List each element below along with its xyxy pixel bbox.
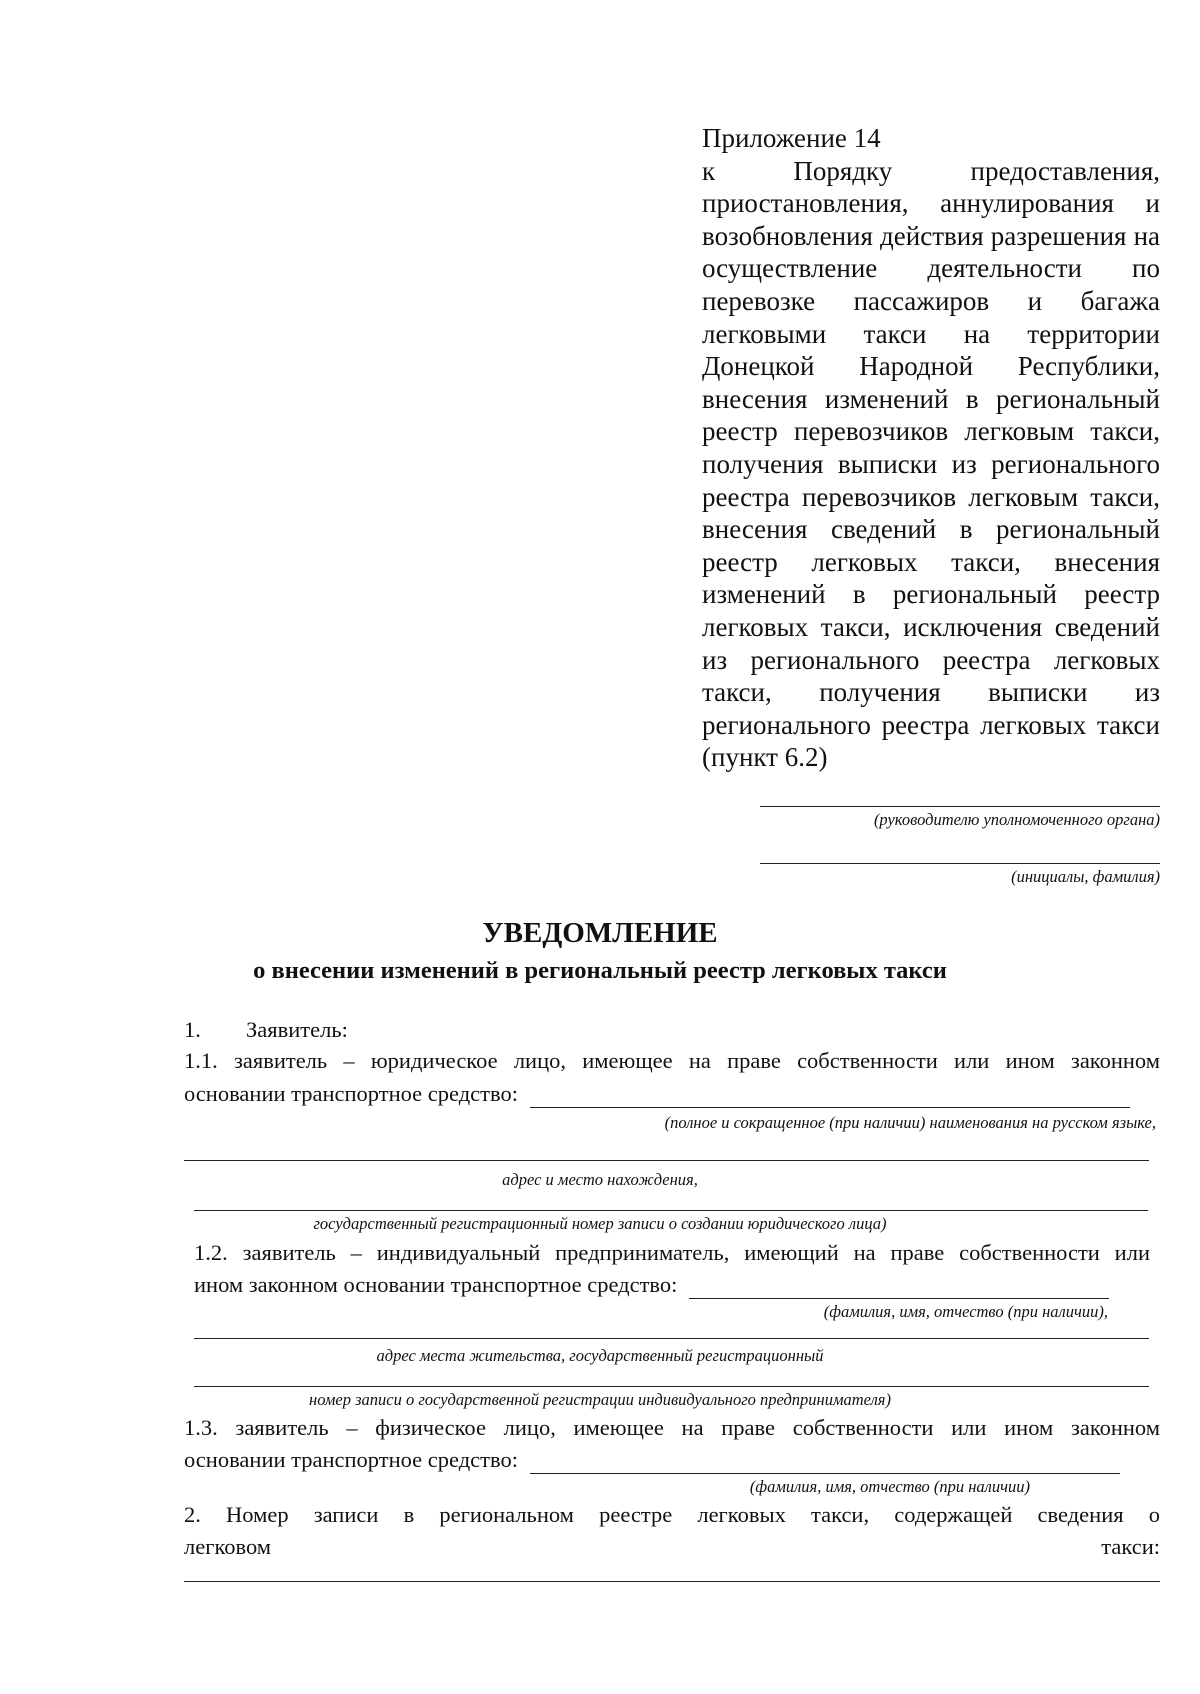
section-2-line2-left: легковом	[184, 1534, 272, 1559]
section-1-2-caption-3: номер записи о государственной регистрации индивидуального предпринимателя)	[309, 1390, 891, 1409]
legal-entity-name-field[interactable]	[530, 1081, 1130, 1108]
legal-entity-reg-number-line[interactable]	[194, 1210, 1148, 1211]
section-1-title: Заявитель:	[246, 1017, 348, 1042]
section-1-3-label: основании транспортное средство:	[184, 1447, 518, 1472]
section-1-3-caption-1: (фамилия, имя, отчество (при наличии)	[749, 1477, 1030, 1496]
recipient-name-caption: (инициалы, фамилия)	[1011, 867, 1160, 886]
appendix-block	[702, 122, 1160, 774]
section-1-2-line2	[194, 1272, 1150, 1299]
recipient-name-line[interactable]	[760, 863, 1160, 864]
section-1-1-caption-2: адрес и место нахождения,	[502, 1170, 698, 1189]
section-2-line1: 2. Номер записи в региональном реестре легковых такси, содержащей сведения о	[184, 1502, 1160, 1527]
recipient-head-line[interactable]	[760, 806, 1160, 807]
section-1-1-caption-1: (полное и сокращенное (при наличии) наименования на русском языке,	[664, 1113, 1156, 1132]
appendix-title: Приложение 14	[702, 123, 881, 153]
section-2-line2-right: такси:	[1101, 1534, 1160, 1559]
section-1-number: 1.	[184, 1017, 201, 1042]
entrepreneur-address-line[interactable]	[194, 1338, 1149, 1339]
recipient-head-caption: (руководителю уполномоченного органа)	[873, 810, 1160, 829]
section-1-1-line2	[184, 1081, 1160, 1108]
section-1-2-caption-2: адрес места жительства, государственный регистрационный	[376, 1346, 824, 1365]
section-1-1-line1: 1.1. заявитель – юридическое лицо, имеющее на праве собственности или ином законном	[184, 1048, 1160, 1073]
legal-entity-address-line[interactable]	[184, 1160, 1149, 1161]
appendix-body: к Порядку предоставления, приостановления, аннулирования и возобновления действия разрешения на осуществление деятельности по перевозке пассажиров и багажа легковыми такси на территории Донецкой Народной Республики, внесения изменений в региональный реестр перевозчиков легковым такси, получения выписки из регионального реестра перевозчиков легковым такси, внесения сведений в региональный реестр легковых такси, внесения изменений в региональный реестр легковых такси, исключения сведений из регионального реестра легковых такси, получения выписки из регионального реестра легковых такси (пункт 6.2)	[702, 155, 1160, 773]
document-title: УВЕДОМЛЕНИЕ	[482, 917, 718, 949]
individual-name-field[interactable]	[530, 1447, 1120, 1474]
section-1-2-line1: 1.2. заявитель – индивидуальный предприниматель, имеющий на праве собственности или	[194, 1240, 1150, 1265]
section-2-line2	[184, 1534, 1160, 1560]
section-1-2-label: ином законном основании транспортное средство:	[194, 1272, 678, 1297]
entrepreneur-name-field[interactable]	[689, 1272, 1109, 1299]
entrepreneur-reg-number-line[interactable]	[194, 1386, 1149, 1387]
section-1-1-caption-3: государственный регистрационный номер записи о создании юридического лица)	[313, 1214, 887, 1233]
section-1-3-line2	[184, 1447, 1160, 1474]
section-1-1-label: основании транспортное средство:	[184, 1081, 518, 1106]
section-1-2-caption-1: (фамилия, имя, отчество (при наличии),	[823, 1302, 1108, 1321]
section-1-3-line1: 1.3. заявитель – физическое лицо, имеющее на праве собственности или ином законном	[184, 1415, 1160, 1440]
document-subtitle: о внесении изменений в региональный реестр легковых такси	[253, 957, 947, 984]
registry-record-number-line[interactable]	[184, 1581, 1160, 1582]
